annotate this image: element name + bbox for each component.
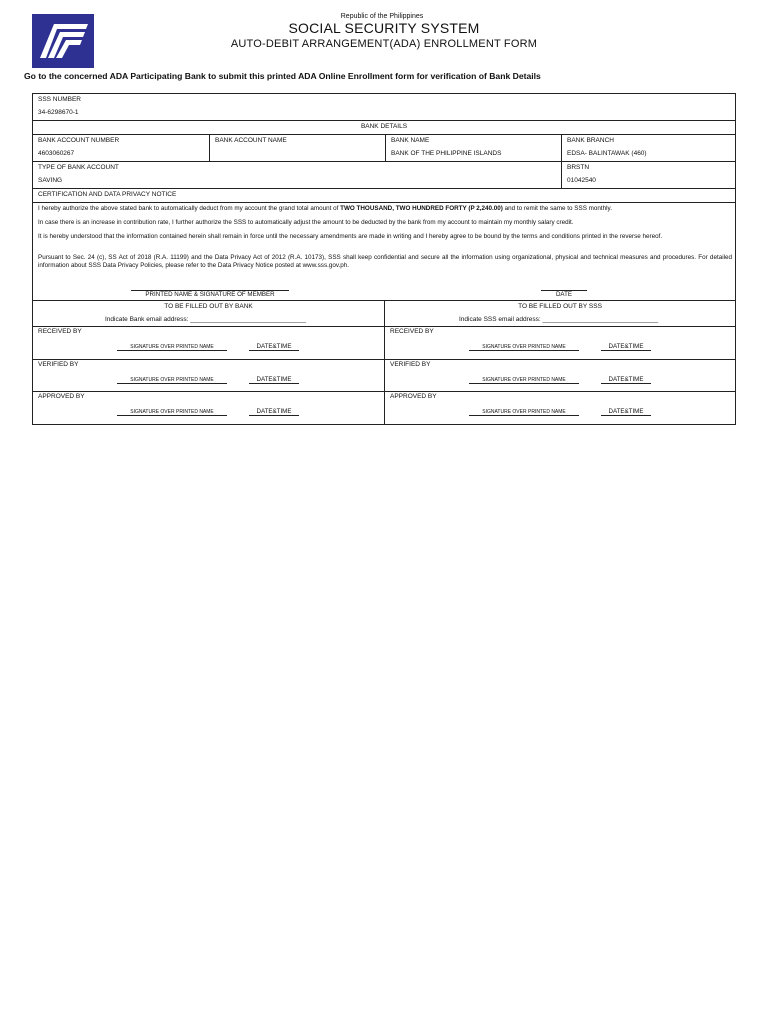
bank-signature-line — [117, 415, 227, 416]
certification-heading-row — [33, 188, 735, 203]
bank-date-label: DATE&TIME — [256, 343, 292, 350]
bank-branch-value: EDSA- BALINTAWAK (460) — [567, 150, 647, 157]
brstn-value: 01042540 — [567, 177, 596, 184]
sss-date-label: DATE&TIME — [608, 343, 644, 350]
authorization-paragraph — [38, 205, 732, 213]
bank-section — [33, 300, 384, 326]
bank-date-label: DATE&TIME — [256, 408, 292, 416]
data-privacy-paragraph: Pursuant to Sec. 24 (c), SS Act of 2018 (R.A. 11199) and the Data Privacy Act of 2012 (R.A. 10173), SSS shall keep confidential and secure all the information using organizational, physical and technical measures and procedures. For detailed information about SSS Data Privacy Policies, please refer to the Data Privacy Notice posted at www.sss.gov.ph. — [38, 254, 732, 269]
sss-date-label: DATE&TIME — [608, 408, 644, 416]
sss-number-label: SSS NUMBER — [38, 96, 81, 103]
sss-approval-cell — [384, 359, 735, 392]
member-signature-label: PRINTED NAME & SIGNATURE OF MEMBER — [145, 291, 275, 298]
account-type-label: TYPE OF BANK ACCOUNT — [38, 164, 119, 171]
agency-title: SOCIAL SECURITY SYSTEM — [288, 20, 480, 36]
bank-signature-label: SIGNATURE OVER PRINTED NAME — [130, 344, 214, 350]
certification-body — [33, 202, 735, 301]
bank-approval-cell — [33, 391, 384, 424]
bank-details-heading-row — [33, 120, 735, 135]
sss-approval-cell — [384, 391, 735, 424]
bank-branch-cell — [561, 134, 735, 161]
account-type-value: SAVING — [38, 177, 63, 184]
authorized-amount: TWO THOUSAND, TWO HUNDRED FORTY (P 2,240.00) — [340, 205, 503, 212]
sss-date-line — [601, 383, 651, 384]
authorization-text-start: I hereby authorize the above stated bank to automatically deduct from my account the grand total amount of — [38, 205, 341, 212]
bank-details-heading: BANK DETAILS — [360, 123, 408, 130]
bank-account-number-label: BANK ACCOUNT NUMBER — [38, 137, 120, 144]
republic-label: Republic of the Philippines — [340, 13, 424, 20]
sss-signature-label: SIGNATURE OVER PRINTED NAME — [482, 376, 566, 383]
sss-approval-label: RECEIVED BY — [390, 328, 434, 335]
sss-number-value: 34-6298670-1 — [38, 109, 79, 116]
approval-row — [33, 326, 735, 360]
bank-name-cell — [385, 134, 561, 161]
form-title: AUTO-DEBIT ARRANGEMENT(ADA) ENROLLMENT FORM — [230, 38, 538, 50]
bank-date-label: DATE&TIME — [256, 375, 292, 383]
enrollment-form — [32, 93, 736, 425]
sss-number-row — [33, 94, 735, 121]
sss-approval-label: APPROVED BY — [390, 393, 437, 401]
sss-signature-label: SIGNATURE OVER PRINTED NAME — [482, 344, 566, 350]
bank-name-value: BANK OF THE PHILIPPINE ISLANDS — [391, 150, 502, 157]
bank-date-line — [249, 415, 299, 416]
bank-date-line — [249, 383, 299, 384]
bank-name-label: BANK NAME — [391, 137, 430, 144]
bank-branch-label: BANK BRANCH — [567, 137, 614, 144]
brstn-cell — [561, 161, 735, 188]
instruction-text: Go to the concerned ADA Participating Bank to submit this printed ADA Online Enrollment form for verification of Bank Details — [24, 71, 541, 81]
authorization-text-end: and to remit the same to SSS monthly. — [502, 205, 612, 212]
sss-email-label: Indicate SSS email address: ________________________________ — [459, 316, 659, 323]
account-type-cell — [33, 161, 561, 188]
approval-row — [33, 359, 735, 393]
sss-section — [384, 300, 735, 326]
bank-account-name-label: BANK ACCOUNT NAME — [215, 137, 287, 144]
filled-out-section — [33, 300, 735, 327]
sss-signature-line — [469, 415, 579, 416]
bank-approval-cell — [33, 326, 384, 359]
bank-approval-label: RECEIVED BY — [38, 328, 82, 335]
bank-approval-cell — [33, 359, 384, 392]
bank-signature-line — [117, 383, 227, 384]
approval-row — [33, 391, 735, 424]
certification-heading: CERTIFICATION AND DATA PRIVACY NOTICE — [38, 191, 177, 198]
bank-date-line — [249, 350, 299, 351]
bank-account-row — [33, 134, 735, 162]
bank-section-heading: TO BE FILLED OUT BY BANK — [164, 303, 253, 310]
bank-account-name-cell — [209, 134, 385, 161]
member-date-label: DATE — [555, 291, 573, 298]
bank-approval-label: VERIFIED BY — [38, 360, 79, 368]
brstn-label: BRSTN — [567, 164, 590, 171]
sss-approval-label: VERIFIED BY — [390, 360, 431, 368]
bank-email-label: Indicate Bank email address: ________________________________ — [105, 316, 306, 323]
sss-signature-line — [469, 383, 579, 384]
account-type-row — [33, 161, 735, 189]
sss-signature-label: SIGNATURE OVER PRINTED NAME — [482, 409, 566, 416]
bank-signature-line — [117, 350, 227, 351]
bank-signature-label: SIGNATURE OVER PRINTED NAME — [130, 376, 214, 383]
rate-increase-paragraph: In case there is an increase in contribution rate, I further authorize the SSS to automatically adjust the amount to be deducted by the bank from my account to maintain my monthly salary credit. — [38, 219, 574, 226]
bank-signature-label: SIGNATURE OVER PRINTED NAME — [130, 409, 214, 416]
sss-signature-line — [469, 350, 579, 351]
sss-date-line — [601, 350, 651, 351]
bank-approval-label: APPROVED BY — [38, 393, 85, 401]
sss-approval-cell — [384, 326, 735, 359]
sss-section-heading: TO BE FILLED OUT BY SSS — [518, 303, 602, 310]
terms-paragraph: It is hereby understood that the information contained herein shall remain in force until the necessary amendments are made in writing and I hereby agree to be bound by the terms and conditions printed in the reverse hereof. — [38, 233, 663, 240]
bank-account-number-cell — [33, 134, 209, 161]
sss-date-label: DATE&TIME — [608, 375, 644, 383]
sss-date-line — [601, 415, 651, 416]
bank-account-number-value: 4603060267 — [38, 150, 75, 157]
